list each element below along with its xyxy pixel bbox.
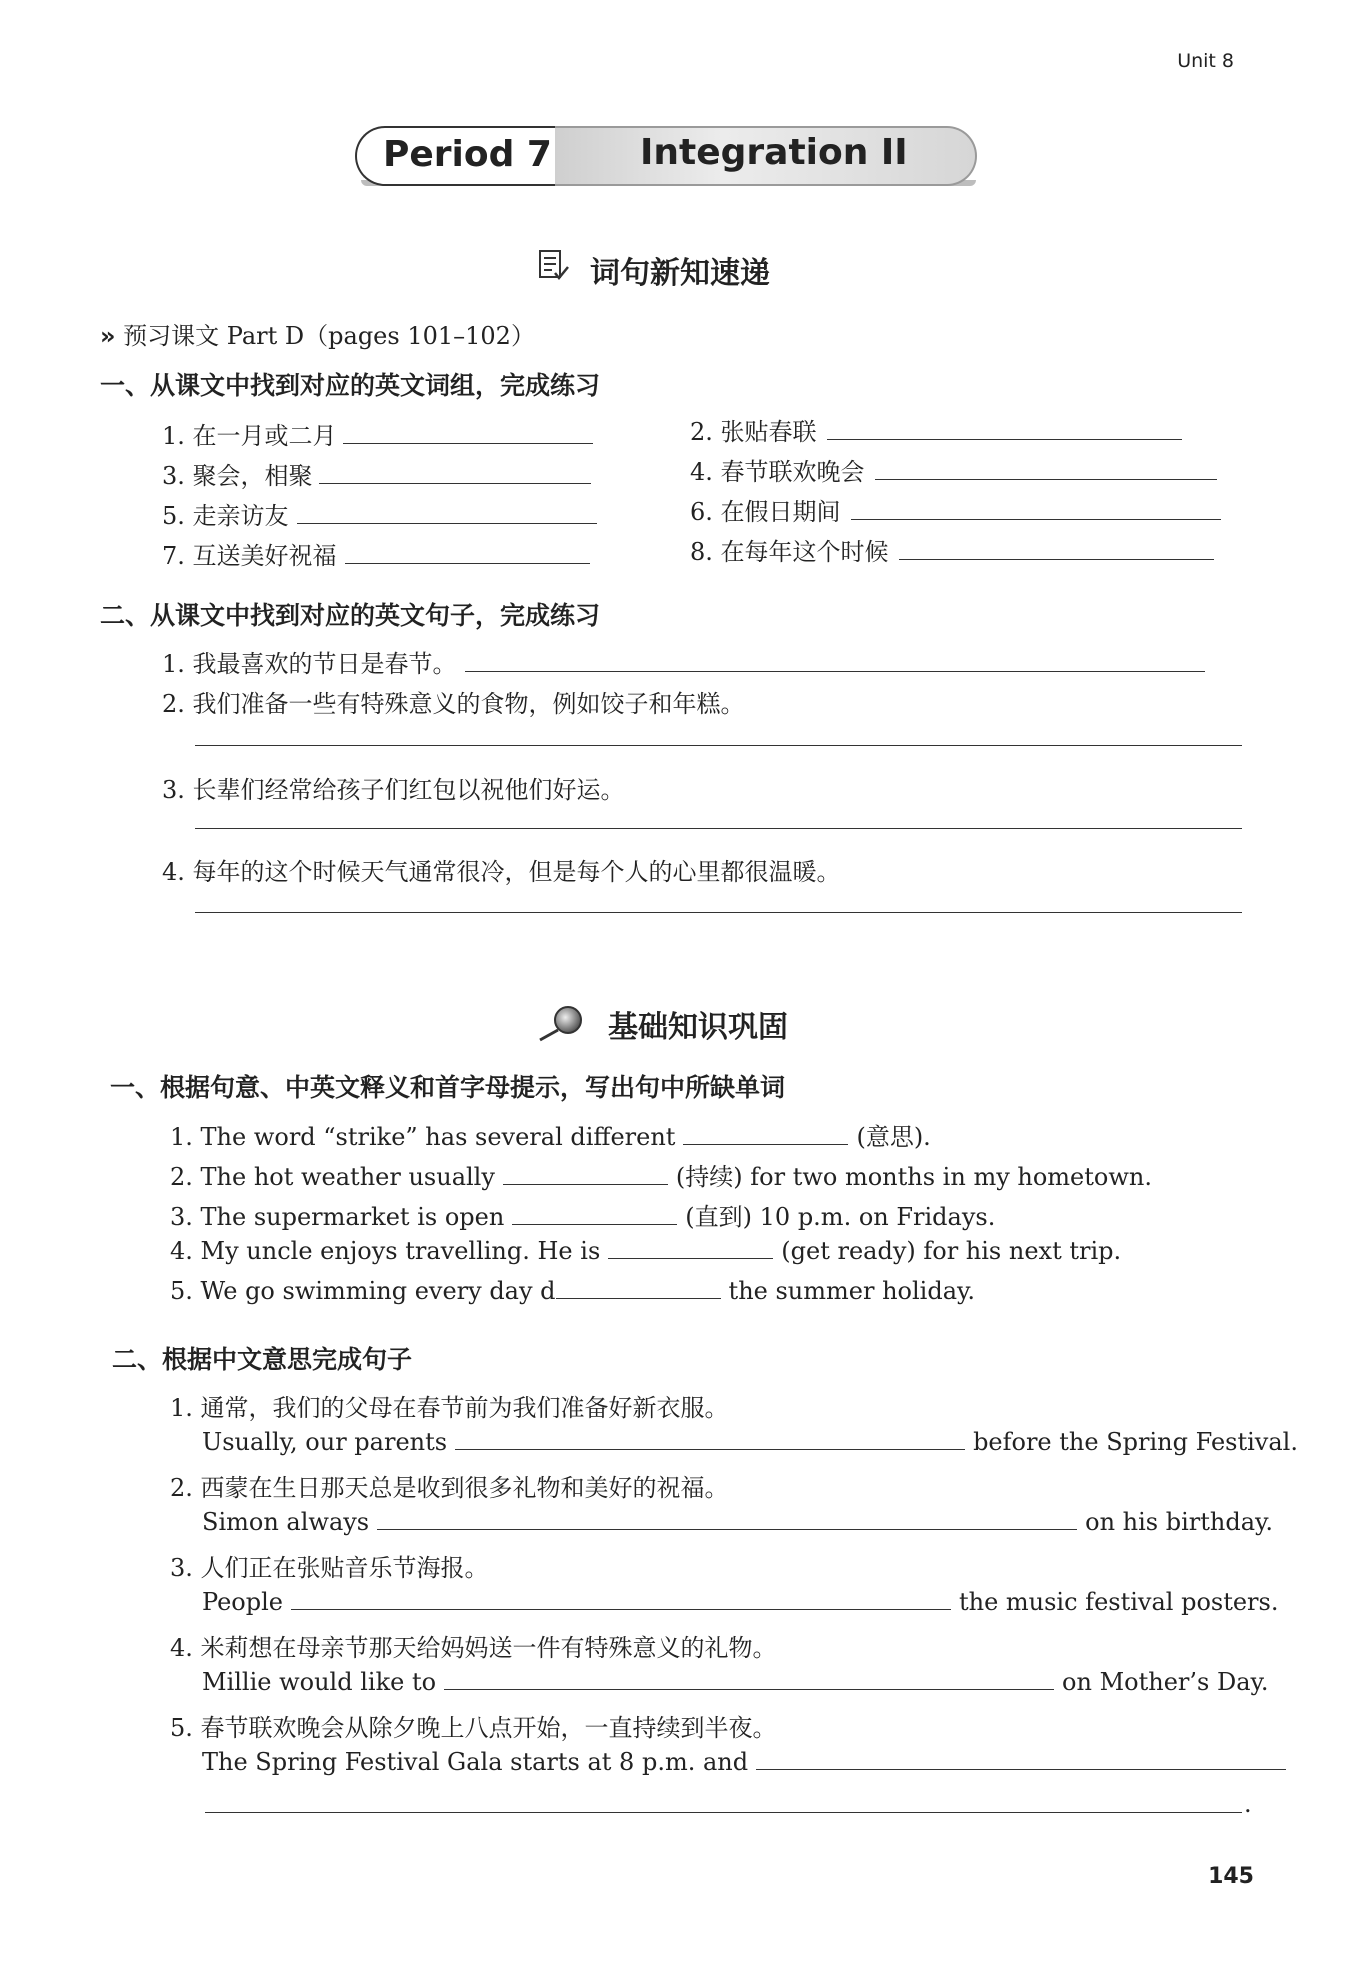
sentence-item: 1. 我最喜欢的节日是春节。 [162,644,1205,679]
answer-blank[interactable] [455,1449,965,1450]
phrase-item: 3. 聚会，相聚 [162,456,591,491]
answer-blank[interactable] [851,519,1221,520]
translate-cn: 4. 米莉想在母亲节那天给妈妈送一件有特殊意义的礼物。 [170,1634,777,1662]
answer-blank[interactable] [297,523,597,524]
fill-item: 2. The hot weather usually (持续) for two months in my hometown. [170,1163,1152,1191]
fill-item: 4. My uncle enjoys travelling. He is (get ready) for his next trip. [170,1237,1122,1265]
answer-blank[interactable] [556,1298,721,1299]
phrase-item: 4. 春节联欢晚会 [690,452,1217,487]
answer-line[interactable] [205,1812,1242,1813]
answer-line[interactable] [195,912,1242,913]
unit-label: Unit 8 [1177,50,1234,72]
answer-blank[interactable] [345,563,590,564]
answer-line[interactable] [195,745,1242,746]
sentence-item: 3. 长辈们经常给孩子们红包以祝他们好运。 [162,776,625,804]
fill-item: 1. The word “strike” has several different (意思). [170,1123,931,1151]
answer-blank[interactable] [503,1184,668,1185]
translate-en: People the music festival posters. [202,1588,1279,1616]
sentence-item: 2. 我们准备一些有特殊意义的食物，例如饺子和年糕。 [162,690,745,718]
phrase-item: 1. 在一月或二月 [162,416,593,451]
answer-blank[interactable] [291,1609,951,1610]
magnifier-icon [536,1003,586,1047]
period-label: Period 7 [383,134,552,175]
translate-cn: 1. 通常，我们的父母在春节前为我们准备好新衣服。 [170,1394,729,1422]
section1-title: 词句新知速递 [590,256,770,291]
phrase-item: 6. 在假日期间 [690,492,1221,527]
phrase-item: 8. 在每年这个时候 [690,532,1214,567]
period-banner [355,126,985,186]
answer-blank[interactable] [683,1144,848,1145]
answer-blank[interactable] [512,1224,677,1225]
answer-blank[interactable] [319,483,591,484]
fill-item: 5. We go swimming every day d the summer holiday. [170,1277,976,1305]
answer-blank[interactable] [827,439,1182,440]
translate-en: The Spring Festival Gala starts at 8 p.m. and [202,1748,1286,1776]
part1-heading: 一、从课文中找到对应的英文词组，完成练习 [100,371,601,400]
preview-note [100,316,535,351]
answer-blank[interactable] [756,1769,1286,1770]
phrase-item: 2. 张贴春联 [690,412,1182,447]
section2-title: 基础知识巩固 [608,1010,788,1045]
answer-blank[interactable] [343,443,593,444]
page-number: 145 [1208,1864,1254,1889]
preview-text: 预习课文 Part D（pages 101–102） [123,322,535,350]
part2-heading: 二、从课文中找到对应的英文句子，完成练习 [100,601,601,630]
translate-cn: 3. 人们正在张贴音乐节海报。 [170,1554,489,1582]
sentence-item: 4. 每年的这个时候天气通常很冷，但是每个人的心里都很温暖。 [162,858,841,886]
part3-heading: 一、根据句意、中英文释义和首字母提示，写出句中所缺单词 [110,1073,786,1102]
answer-blank[interactable] [465,671,1205,672]
sentence-end-period: . [1244,1790,1252,1818]
part4-heading: 二、根据中文意思完成句子 [112,1345,413,1374]
translate-cn: 5. 春节联欢晚会从除夕晚上八点开始，一直持续到半夜。 [170,1714,777,1742]
translate-en: Millie would like to on Mother’s Day. [202,1668,1269,1696]
answer-blank[interactable] [875,479,1217,480]
phrase-item: 5. 走亲访友 [162,496,597,531]
topic-label: Integration II [640,132,908,173]
answer-blank[interactable] [608,1258,773,1259]
answer-blank[interactable] [899,559,1214,560]
translate-en: Simon always on his birthday. [202,1508,1274,1536]
fill-item: 3. The supermarket is open (直到) 10 p.m. on Fridays. [170,1203,996,1231]
translate-en: Usually, our parents before the Spring Festival. [202,1428,1298,1456]
phrase-item: 7. 互送美好祝福 [162,536,590,571]
answer-blank[interactable] [377,1529,1077,1530]
notebook-check-icon [538,249,570,287]
answer-blank[interactable] [444,1689,1054,1690]
double-chevron-icon: » [100,322,116,350]
answer-line[interactable] [195,828,1242,829]
translate-cn: 2. 西蒙在生日那天总是收到很多礼物和美好的祝福。 [170,1474,729,1502]
